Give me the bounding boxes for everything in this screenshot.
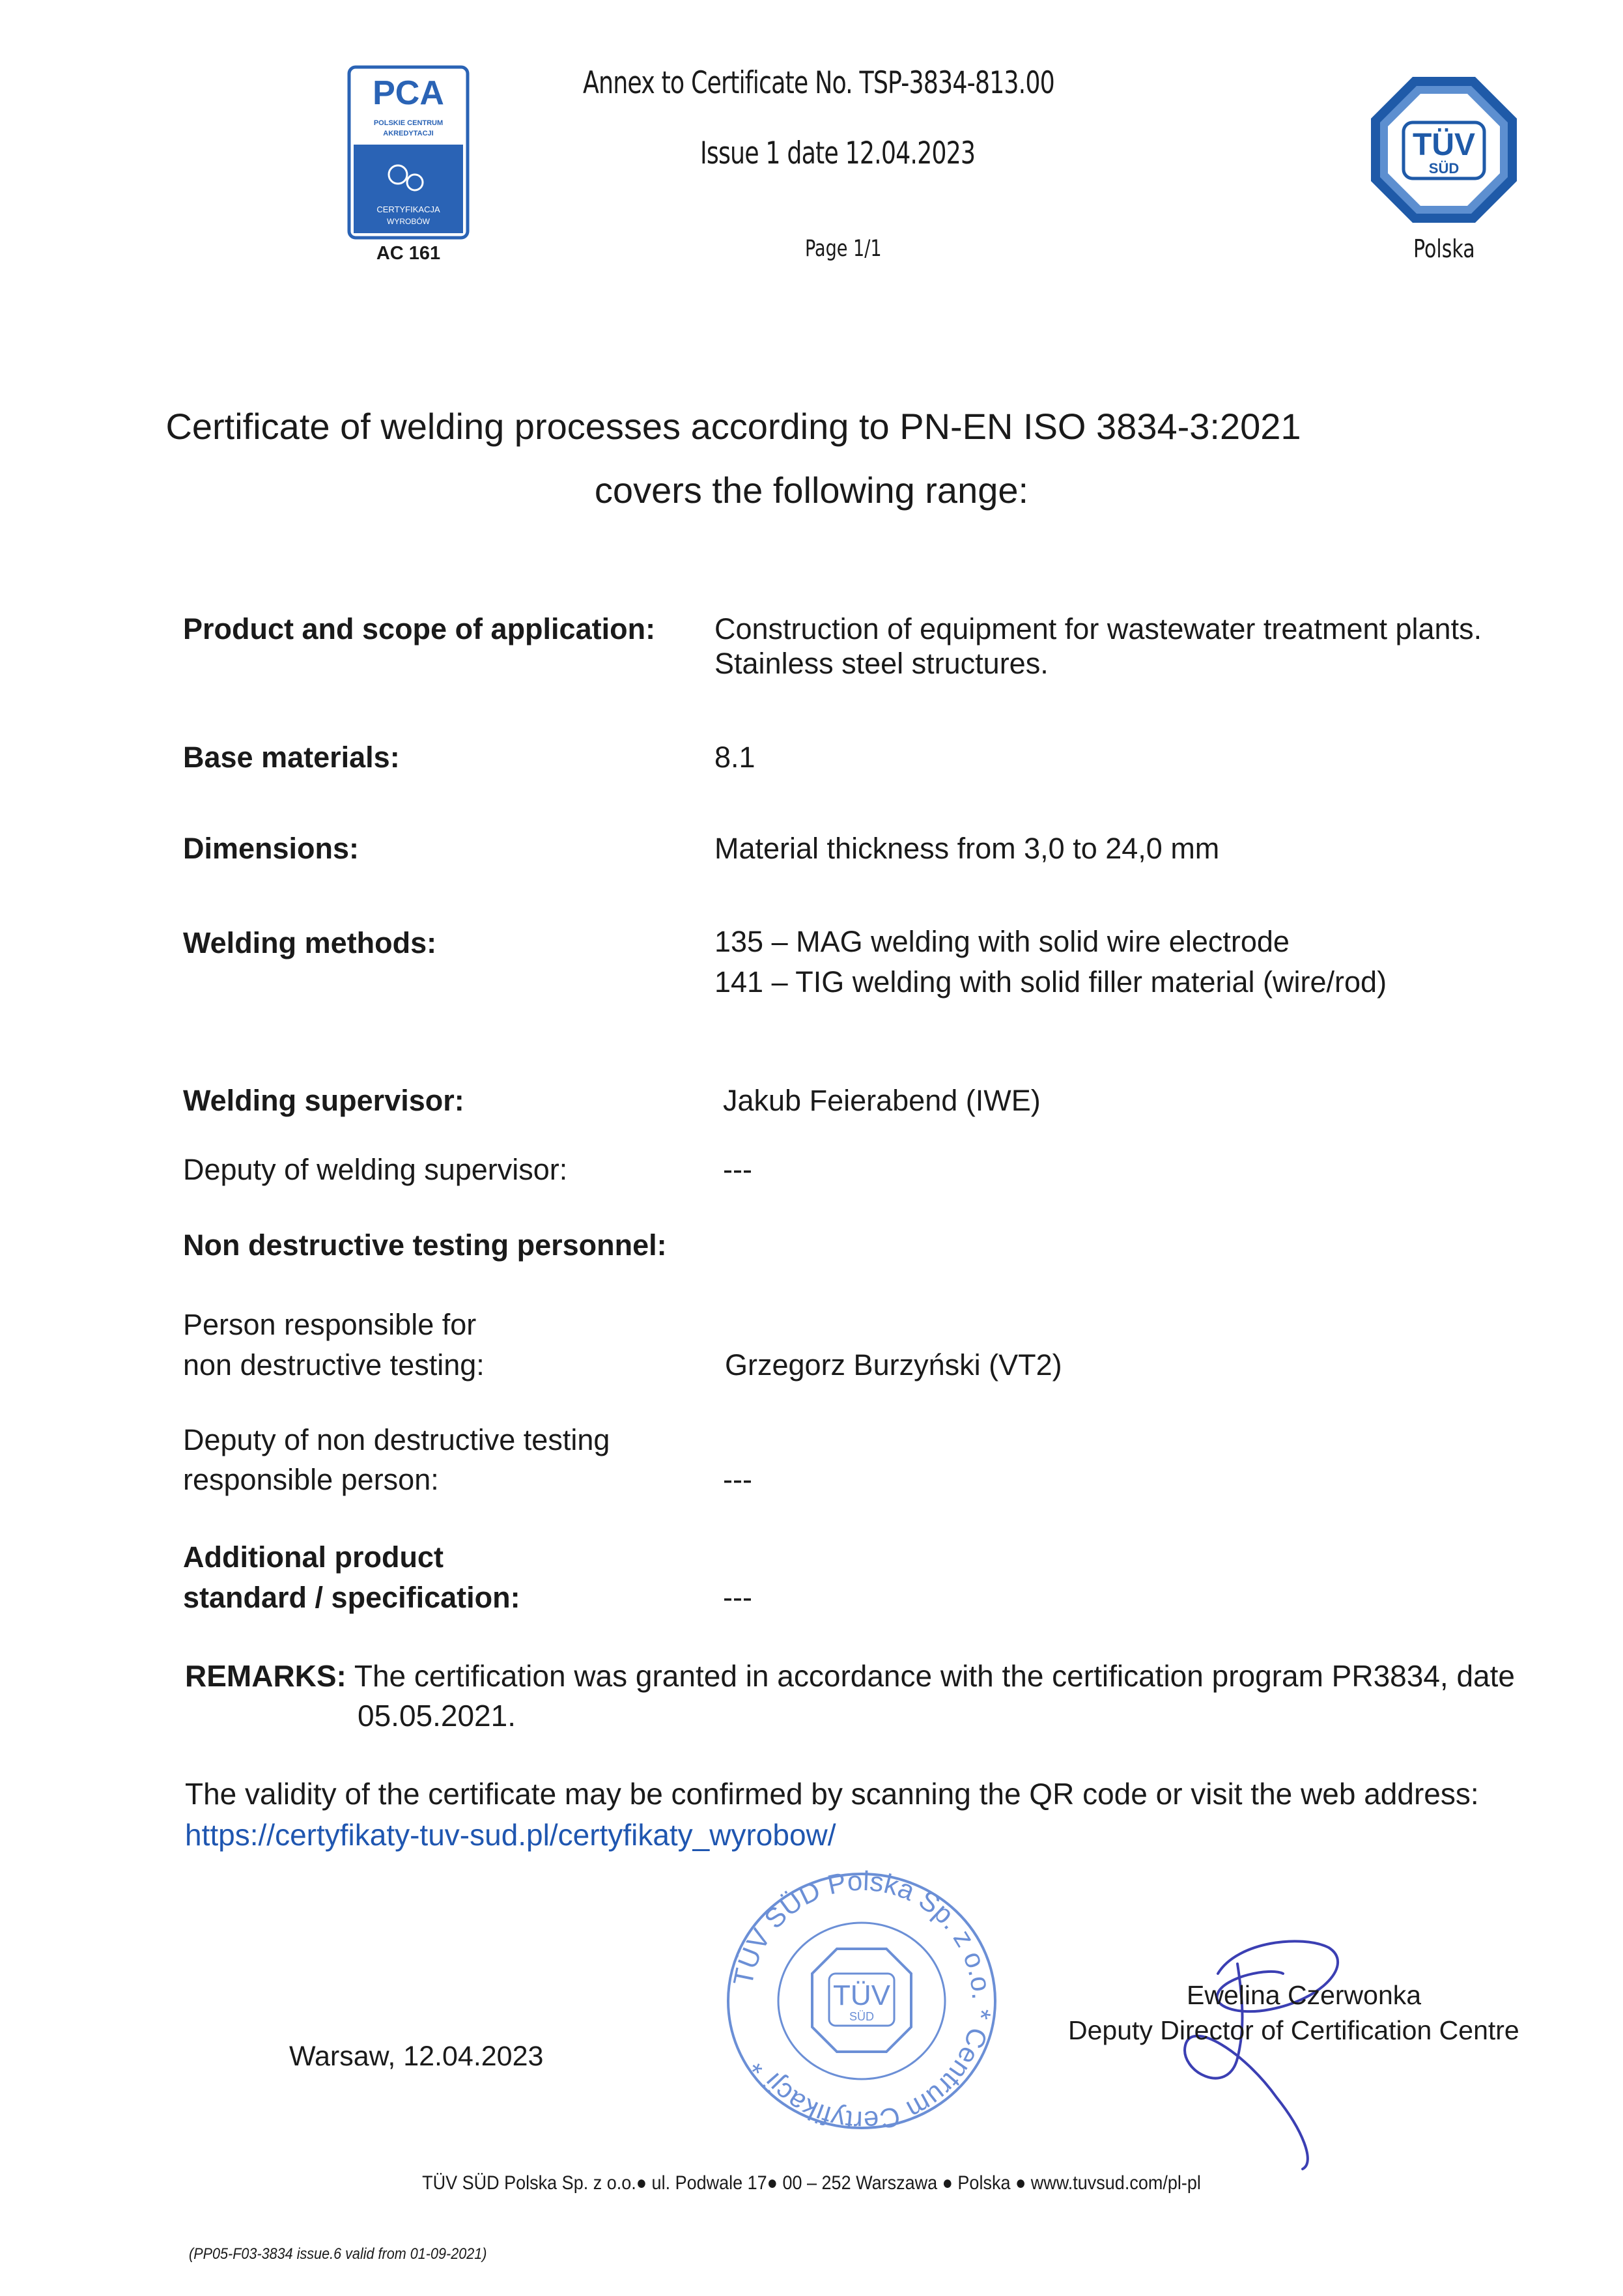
issue-line: Issue 1 date 12.04.2023 <box>700 135 976 171</box>
ndt-responsible-label-line2: non destructive testing: <box>183 1348 485 1382</box>
deputy-supervisor-value: --- <box>723 1153 752 1186</box>
place-and-date: Warsaw, 12.04.2023 <box>289 2041 544 2072</box>
welding-supervisor-value: Jakub Feierabend (IWE) <box>723 1084 1041 1117</box>
remarks-text: The certification was granted in accordance with the certification program PR3834, date <box>354 1659 1516 1693</box>
validity-text: The validity of the certificate may be confirmed by scanning the QR code or visit the web address: <box>185 1777 1479 1811</box>
remarks <box>185 1656 1566 1736</box>
product-value-line2: Stainless steel structures. <box>714 647 1049 680</box>
signer-name: Ewelina Czerwonka <box>1187 1980 1422 2010</box>
pca-brand: PCA <box>373 74 444 112</box>
product-label: Product and scope of application: <box>183 612 656 645</box>
validity-link[interactable]: https://certyfikaty-tuv-sud.pl/certyfikaty_wyrobow/ <box>185 1818 836 1852</box>
welding-supervisor-label: Welding supervisor: <box>183 1084 464 1117</box>
remarks-date: 05.05.2021. <box>358 1699 516 1733</box>
document-subtitle: covers the following range: <box>594 470 1029 511</box>
additional-standard-label-line2: standard / specification: <box>183 1581 520 1614</box>
additional-standard-label-line1: Additional product <box>183 1540 444 1574</box>
svg-text:WYROBÓW: WYROBÓW <box>387 217 430 226</box>
svg-text:CERTYFIKACJA: CERTYFIKACJA <box>376 205 440 214</box>
svg-text:POLSKIE CENTRUM: POLSKIE CENTRUM <box>373 119 444 127</box>
ndt-deputy-label-line2: responsible person: <box>183 1463 439 1496</box>
ndt-responsible-label-line1: Person responsible for <box>183 1308 477 1341</box>
company-footer: TÜV SÜD Polska Sp. z o.o.● ul. Podwale 17● 00 – 252 Warszawa ● Polska ● www.tuvsud.com/pl-pl <box>422 2172 1201 2194</box>
ndt-deputy-value: --- <box>723 1463 752 1496</box>
product-value-line1: Construction of equipment for wastewater treatment plants. <box>714 612 1482 645</box>
additional-standard-value: --- <box>723 1581 752 1614</box>
page-number: Page 1/1 <box>805 236 882 262</box>
document-title: Certificate of welding processes according to PN-EN ISO 3834-3:2021 <box>165 406 1301 447</box>
deputy-supervisor-label: Deputy of welding supervisor: <box>183 1153 568 1186</box>
svg-text:TÜV: TÜV <box>1413 128 1475 162</box>
svg-text:SÜD: SÜD <box>849 2010 875 2023</box>
base-materials-value: 8.1 <box>714 741 755 774</box>
ndt-personnel-heading: Non destructive testing personnel: <box>183 1228 667 1262</box>
dimensions-value: Material thickness from 3,0 to 24,0 mm <box>714 832 1220 865</box>
annex-line: Annex to Certificate No. TSP-3834-813.00 <box>583 65 1054 101</box>
tuv-polska-label: Polska <box>1413 234 1475 263</box>
tuv-sud-logo <box>1366 72 1522 228</box>
form-code: (PP05-F03-3834 issue.6 valid from 01-09-2021) <box>189 2245 487 2263</box>
svg-text:TÜV: TÜV <box>833 1979 890 2011</box>
pca-accreditation-logo <box>347 65 470 240</box>
svg-text:AKREDYTACJI: AKREDYTACJI <box>383 130 434 137</box>
base-materials-label: Base materials: <box>183 741 400 774</box>
dimensions-label: Dimensions: <box>183 832 360 865</box>
welding-method-141: 141 – TIG welding with solid filler material (wire/rod) <box>714 965 1387 999</box>
remarks-label: REMARKS: <box>185 1659 346 1693</box>
welding-method-135: 135 – MAG welding with solid wire electrode <box>714 925 1290 958</box>
welding-methods-label: Welding methods: <box>183 926 437 959</box>
accreditation-number: AC 161 <box>376 243 441 264</box>
ndt-responsible-value: Grzegorz Burzyński (VT2) <box>725 1348 1062 1382</box>
signer-role: Deputy Director of Certification Centre <box>1068 2015 1519 2045</box>
svg-text:SÜD: SÜD <box>1428 160 1460 177</box>
ndt-deputy-label-line1: Deputy of non destructive testing <box>183 1423 610 1456</box>
validity-note <box>185 1774 1618 1856</box>
stamp-ring-text: TÜV SÜD Polska Sp. z o.o. * Centrum Certyfikacji * <box>727 1865 998 2137</box>
certification-stamp <box>712 1864 1011 2138</box>
